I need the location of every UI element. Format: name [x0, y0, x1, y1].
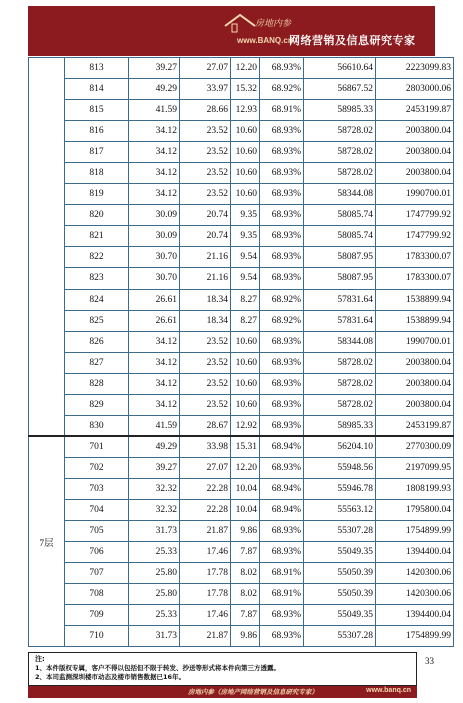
table-cell: 1420300.06 — [376, 563, 454, 584]
table-cell: 58985.33 — [304, 415, 376, 436]
table-cell: 32.32 — [129, 478, 180, 499]
table-cell: 68.93% — [260, 542, 304, 563]
table-cell: 22.28 — [180, 478, 231, 499]
table-cell: 7.87 — [231, 605, 260, 626]
note-item: 1、本件版权专属，客户不得以包括但不限于转发、抄送等形式将本件向第三方透露。 — [35, 664, 281, 672]
table-cell: 1990700.01 — [376, 331, 454, 352]
table-cell: 12.20 — [231, 457, 260, 478]
table-cell: 68.93% — [260, 626, 304, 647]
table-cell: 49.29 — [129, 436, 180, 457]
room-number-cell: 701 — [65, 436, 129, 457]
table-cell: 30.09 — [129, 205, 180, 226]
room-number-cell: 825 — [65, 310, 129, 331]
table-cell: 10.60 — [231, 373, 260, 394]
table-row — [29, 310, 454, 331]
table-cell: 1747799.92 — [376, 226, 454, 247]
table-cell: 23.52 — [180, 121, 231, 142]
table-cell: 68.93% — [260, 331, 304, 352]
table-row — [29, 100, 454, 121]
header-banner — [28, 6, 435, 56]
table-cell: 68.93% — [260, 415, 304, 436]
table-cell: 39.27 — [129, 58, 180, 79]
table-cell: 30.09 — [129, 226, 180, 247]
table-cell: 68.93% — [260, 163, 304, 184]
table-cell: 12.20 — [231, 58, 260, 79]
table-cell: 68.93% — [260, 352, 304, 373]
table-cell: 28.67 — [180, 415, 231, 436]
table-cell: 58085.74 — [304, 205, 376, 226]
table-cell: 10.60 — [231, 184, 260, 205]
table-cell: 2003800.04 — [376, 121, 454, 142]
table-cell: 31.73 — [129, 521, 180, 542]
table-row — [29, 331, 454, 352]
table-cell: 1990700.01 — [376, 184, 454, 205]
footer-url: www.banq.cn — [366, 687, 411, 694]
table-cell: 31.73 — [129, 626, 180, 647]
table-cell: 15.31 — [231, 436, 260, 457]
sales-price-table — [28, 57, 454, 647]
table-row — [29, 394, 454, 415]
table-cell: 68.93% — [260, 605, 304, 626]
room-number-cell: 705 — [65, 521, 129, 542]
table-cell: 28.66 — [180, 100, 231, 121]
table-row — [29, 373, 454, 394]
table-cell: 20.74 — [180, 226, 231, 247]
table-cell: 2197099.95 — [376, 457, 454, 478]
table-cell: 2003800.04 — [376, 352, 454, 373]
table-cell: 34.12 — [129, 184, 180, 205]
page-number: 33 — [425, 656, 434, 666]
table-cell: 68.91% — [260, 584, 304, 605]
table-cell: 68.93% — [260, 226, 304, 247]
table-cell: 9.54 — [231, 268, 260, 289]
table-row — [29, 352, 454, 373]
table-cell: 33.97 — [180, 79, 231, 100]
table-cell: 34.12 — [129, 331, 180, 352]
table-cell: 15.32 — [231, 79, 260, 100]
note-item: 2、本司监测深圳楼市动态及楼市销售数据已16年。 — [35, 673, 186, 681]
table-row — [29, 584, 454, 605]
table-cell: 68.91% — [260, 563, 304, 584]
table-cell: 68.93% — [260, 394, 304, 415]
table-cell: 8.02 — [231, 584, 260, 605]
table-cell: 34.12 — [129, 163, 180, 184]
table-cell: 10.04 — [231, 478, 260, 499]
table-cell: 57831.64 — [304, 310, 376, 331]
table-cell: 34.12 — [129, 142, 180, 163]
table-cell: 25.33 — [129, 605, 180, 626]
table-cell: 1394400.04 — [376, 542, 454, 563]
room-number-cell: 813 — [65, 58, 129, 79]
table-cell: 1420300.06 — [376, 584, 454, 605]
room-number-cell: 827 — [65, 352, 129, 373]
table-cell: 58728.02 — [304, 394, 376, 415]
table-cell: 1754899.99 — [376, 626, 454, 647]
table-cell: 2770300.09 — [376, 436, 454, 457]
logo-url: www.BANQ.cn — [237, 36, 293, 45]
room-number-cell: 817 — [65, 142, 129, 163]
notes-box — [28, 652, 417, 686]
table-row — [29, 289, 454, 310]
table-cell: 68.93% — [260, 184, 304, 205]
table-cell: 55049.35 — [304, 605, 376, 626]
table-cell: 25.80 — [129, 584, 180, 605]
table-row — [29, 142, 454, 163]
room-number-cell: 708 — [65, 584, 129, 605]
table-cell: 12.93 — [231, 100, 260, 121]
table-cell: 55307.28 — [304, 626, 376, 647]
table-cell: 10.60 — [231, 121, 260, 142]
room-number-cell: 828 — [65, 373, 129, 394]
table-cell: 58344.08 — [304, 184, 376, 205]
table-cell: 56204.10 — [304, 436, 376, 457]
table-cell: 34.12 — [129, 394, 180, 415]
table-cell: 18.34 — [180, 310, 231, 331]
table-cell: 2453199.87 — [376, 415, 454, 436]
table-cell: 58087.95 — [304, 247, 376, 268]
table-row — [29, 563, 454, 584]
table-cell: 68.93% — [260, 268, 304, 289]
table-cell: 68.93% — [260, 58, 304, 79]
table-cell: 23.52 — [180, 163, 231, 184]
room-number-cell: 830 — [65, 415, 129, 436]
table-cell: 26.61 — [129, 289, 180, 310]
brand-logo — [217, 12, 427, 52]
table-cell: 2803000.06 — [376, 79, 454, 100]
table-cell: 10.60 — [231, 352, 260, 373]
room-number-cell: 818 — [65, 163, 129, 184]
table-cell: 41.59 — [129, 415, 180, 436]
table-cell: 2003800.04 — [376, 163, 454, 184]
room-number-cell: 706 — [65, 542, 129, 563]
table-cell: 55307.28 — [304, 521, 376, 542]
table-row — [29, 163, 454, 184]
room-number-cell: 814 — [65, 79, 129, 100]
table-cell: 23.52 — [180, 331, 231, 352]
table-cell: 7.87 — [231, 542, 260, 563]
table-cell: 55050.39 — [304, 563, 376, 584]
table-cell: 55946.78 — [304, 478, 376, 499]
table-cell: 9.54 — [231, 247, 260, 268]
table-cell: 18.34 — [180, 289, 231, 310]
table-cell: 58728.02 — [304, 352, 376, 373]
table-cell: 68.93% — [260, 373, 304, 394]
table-cell: 34.12 — [129, 352, 180, 373]
table-cell: 56867.52 — [304, 79, 376, 100]
room-number-cell: 824 — [65, 289, 129, 310]
table-cell: 23.52 — [180, 184, 231, 205]
table-cell: 25.80 — [129, 563, 180, 584]
table-cell: 27.07 — [180, 58, 231, 79]
table-cell: 17.78 — [180, 563, 231, 584]
floor-label-cell: 7层 — [29, 436, 65, 646]
table-cell: 17.78 — [180, 584, 231, 605]
table-row — [29, 499, 454, 520]
room-number-cell: 707 — [65, 563, 129, 584]
table-cell: 58085.74 — [304, 226, 376, 247]
table-cell: 58728.02 — [304, 373, 376, 394]
table-cell: 21.16 — [180, 268, 231, 289]
room-number-cell: 702 — [65, 457, 129, 478]
table-row — [29, 79, 454, 100]
table-cell: 34.12 — [129, 373, 180, 394]
table-row — [29, 415, 454, 436]
table-cell: 1795800.04 — [376, 499, 454, 520]
table-cell: 23.52 — [180, 142, 231, 163]
table-cell: 2003800.04 — [376, 142, 454, 163]
table-cell: 30.70 — [129, 268, 180, 289]
table-cell: 10.60 — [231, 331, 260, 352]
room-number-cell: 821 — [65, 226, 129, 247]
table-cell: 12.92 — [231, 415, 260, 436]
table-cell: 58344.08 — [304, 331, 376, 352]
room-number-cell: 823 — [65, 268, 129, 289]
table-cell: 58728.02 — [304, 163, 376, 184]
table-cell: 58087.95 — [304, 268, 376, 289]
table-row — [29, 626, 454, 647]
table-cell: 68.92% — [260, 79, 304, 100]
table-cell: 30.70 — [129, 247, 180, 268]
table-cell: 1808199.93 — [376, 478, 454, 499]
table-cell: 17.46 — [180, 605, 231, 626]
header-title: 网络营销及信息研究专家 — [289, 34, 416, 47]
table-cell: 68.93% — [260, 247, 304, 268]
table-row — [29, 457, 454, 478]
table-cell: 1394400.04 — [376, 605, 454, 626]
table-cell: 21.87 — [180, 626, 231, 647]
room-number-cell: 704 — [65, 499, 129, 520]
house-roof-icon — [223, 12, 257, 34]
table-cell: 68.93% — [260, 205, 304, 226]
table-cell: 10.60 — [231, 394, 260, 415]
table-row — [29, 184, 454, 205]
table-row — [29, 121, 454, 142]
table-cell: 68.94% — [260, 499, 304, 520]
footer-text: 房地内参（房地产网络营销及信息研究专家） — [188, 688, 318, 696]
table-cell: 1783300.07 — [376, 268, 454, 289]
room-number-cell: 710 — [65, 626, 129, 647]
table-cell: 10.60 — [231, 142, 260, 163]
footer-banner — [28, 686, 417, 698]
table-cell: 25.33 — [129, 542, 180, 563]
table-cell: 22.28 — [180, 499, 231, 520]
table-cell: 58985.33 — [304, 100, 376, 121]
table-row — [29, 58, 454, 79]
table-row — [29, 268, 454, 289]
table-row — [29, 205, 454, 226]
table-cell: 68.91% — [260, 100, 304, 121]
table-cell: 9.35 — [231, 226, 260, 247]
table-row — [29, 605, 454, 626]
floor-label-cell — [29, 58, 65, 437]
table-cell: 2453199.87 — [376, 100, 454, 121]
table-cell: 68.93% — [260, 121, 304, 142]
table-cell: 55050.39 — [304, 584, 376, 605]
table-cell: 23.52 — [180, 394, 231, 415]
table-cell: 8.02 — [231, 563, 260, 584]
room-number-cell: 709 — [65, 605, 129, 626]
table-cell: 9.86 — [231, 521, 260, 542]
table-cell: 1754899.99 — [376, 521, 454, 542]
table-body — [29, 58, 454, 647]
table-cell: 34.12 — [129, 121, 180, 142]
table-cell: 2003800.04 — [376, 394, 454, 415]
table-cell: 1538899.94 — [376, 289, 454, 310]
table-cell: 9.35 — [231, 205, 260, 226]
table-cell: 2223099.83 — [376, 58, 454, 79]
table-row — [29, 436, 454, 457]
table-cell: 58728.02 — [304, 121, 376, 142]
table-cell: 21.16 — [180, 247, 231, 268]
table-cell: 68.94% — [260, 436, 304, 457]
table-cell: 68.92% — [260, 289, 304, 310]
table-cell: 41.59 — [129, 100, 180, 121]
table-cell: 21.87 — [180, 521, 231, 542]
room-number-cell: 829 — [65, 394, 129, 415]
table-cell: 1747799.92 — [376, 205, 454, 226]
table-cell: 39.27 — [129, 457, 180, 478]
table-cell: 57831.64 — [304, 289, 376, 310]
table-cell: 10.60 — [231, 163, 260, 184]
table-row — [29, 521, 454, 542]
table-cell: 17.46 — [180, 542, 231, 563]
table-cell: 32.32 — [129, 499, 180, 520]
table-cell: 23.52 — [180, 373, 231, 394]
table-cell: 20.74 — [180, 205, 231, 226]
table-cell: 1538899.94 — [376, 310, 454, 331]
room-number-cell: 822 — [65, 247, 129, 268]
table-cell: 2003800.04 — [376, 373, 454, 394]
table-cell: 55563.12 — [304, 499, 376, 520]
table-cell: 9.86 — [231, 626, 260, 647]
room-number-cell: 820 — [65, 205, 129, 226]
table-cell: 68.92% — [260, 310, 304, 331]
room-number-cell: 819 — [65, 184, 129, 205]
table-cell: 68.93% — [260, 142, 304, 163]
table-cell: 68.94% — [260, 478, 304, 499]
table-row — [29, 542, 454, 563]
table-row — [29, 247, 454, 268]
table-cell: 68.93% — [260, 521, 304, 542]
table-cell: 68.93% — [260, 457, 304, 478]
room-number-cell: 815 — [65, 100, 129, 121]
table-cell: 49.29 — [129, 79, 180, 100]
table-cell: 26.61 — [129, 310, 180, 331]
room-number-cell: 816 — [65, 121, 129, 142]
table-cell: 55049.35 — [304, 542, 376, 563]
table-cell: 8.27 — [231, 289, 260, 310]
logo-chinese-text: 房地内参 — [255, 19, 292, 29]
table-row — [29, 226, 454, 247]
table-row — [29, 478, 454, 499]
table-cell: 55948.56 — [304, 457, 376, 478]
table-cell: 33.98 — [180, 436, 231, 457]
table-cell: 27.07 — [180, 457, 231, 478]
table-cell: 23.52 — [180, 352, 231, 373]
table-cell: 56610.64 — [304, 58, 376, 79]
table-cell: 1783300.07 — [376, 247, 454, 268]
room-number-cell: 703 — [65, 478, 129, 499]
table-cell: 8.27 — [231, 310, 260, 331]
notes-title: 注: — [35, 655, 45, 663]
table-cell: 10.04 — [231, 499, 260, 520]
table-cell: 58728.02 — [304, 142, 376, 163]
room-number-cell: 826 — [65, 331, 129, 352]
